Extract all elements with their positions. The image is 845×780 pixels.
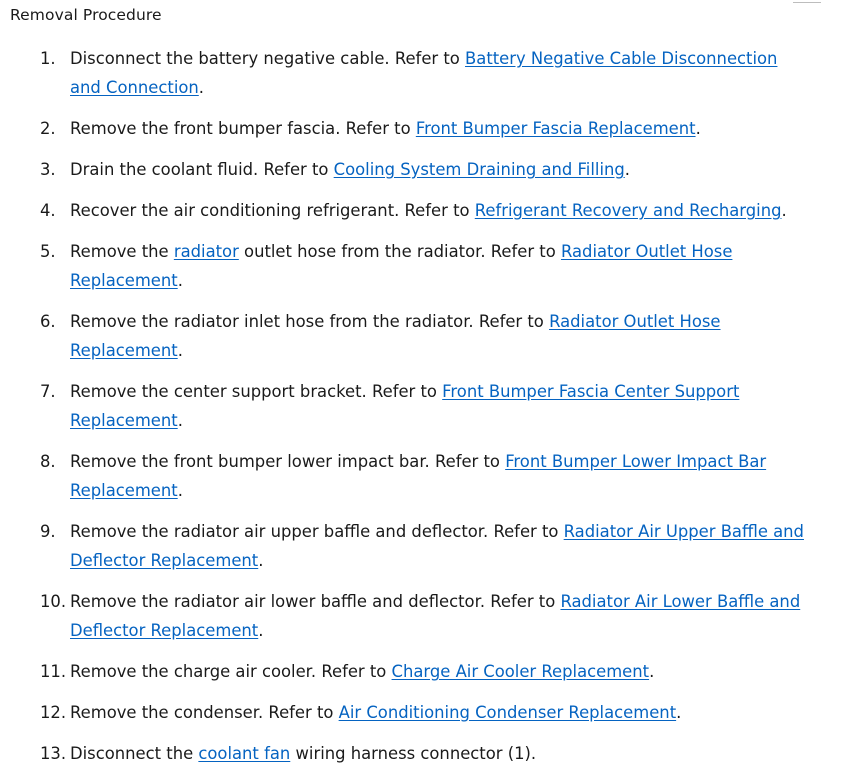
step-text: Remove the radiator outlet hose from the radiator. Refer to Radiator Outlet Hose Replacement. — [70, 242, 733, 290]
step-link[interactable]: Front Bumper Fascia Center Support Replacement — [70, 382, 740, 430]
step-link[interactable]: Air Conditioning Condenser Replacement — [338, 703, 677, 722]
list-item — [0, 307, 845, 365]
step-link[interactable]: Cooling System Draining and Filling — [333, 160, 625, 179]
step-number: 3. — [40, 160, 56, 179]
list-item — [0, 44, 845, 102]
list-item — [0, 698, 845, 727]
divider — [793, 0, 821, 3]
list-item — [0, 587, 845, 645]
step-link[interactable]: Radiator Outlet Hose Replacement — [70, 312, 721, 360]
list-item — [0, 155, 845, 184]
step-number: 9. — [40, 522, 56, 541]
step-number: 4. — [40, 201, 56, 220]
page-title: Removal Procedure — [10, 6, 162, 24]
step-number: 6. — [40, 312, 56, 331]
step-number: 1. — [40, 49, 56, 68]
step-text: Remove the radiator inlet hose from the radiator. Refer to Radiator Outlet Hose Replacement. — [70, 312, 721, 360]
step-link[interactable]: Battery Negative Cable Disconnection and Connection — [70, 49, 778, 97]
removal-steps-list — [0, 44, 845, 780]
step-number: 2. — [40, 119, 56, 138]
step-link[interactable]: Radiator Air Upper Baffle and Deflector Replacement — [70, 522, 804, 570]
step-text: Disconnect the battery negative cable. Refer to Battery Negative Cable Disconnection and Connection. — [70, 49, 778, 97]
list-item — [0, 237, 845, 295]
step-link[interactable]: Radiator Outlet Hose Replacement — [70, 242, 733, 290]
step-text: Remove the radiator air lower baffle and deflector. Refer to Radiator Air Lower Baffle and Deflector Replacement. — [70, 592, 801, 640]
step-link[interactable]: Refrigerant Recovery and Recharging — [474, 201, 782, 220]
step-link[interactable]: Charge Air Cooler Replacement — [391, 662, 650, 681]
step-text: Remove the front bumper fascia. Refer to Front Bumper Fascia Replacement. — [70, 119, 701, 138]
list-item — [0, 657, 845, 686]
list-item — [0, 377, 845, 435]
list-item — [0, 196, 845, 225]
step-text: Remove the charge air cooler. Refer to Charge Air Cooler Replacement. — [70, 662, 655, 681]
list-item — [0, 739, 845, 768]
step-text: Remove the condenser. Refer to Air Conditioning Condenser Replacement. — [70, 703, 682, 722]
step-text: Remove the radiator air upper baffle and deflector. Refer to Radiator Air Upper Baffle and Deflector Replacement. — [70, 522, 804, 570]
step-text: Disconnect the coolant fan wiring harness connector (1). — [70, 744, 537, 763]
radiator-link[interactable]: radiator — [173, 242, 239, 261]
step-number: 13. — [40, 744, 67, 763]
step-text: Remove the center support bracket. Refer to Front Bumper Fascia Center Support Replacement. — [70, 382, 740, 430]
list-item — [0, 517, 845, 575]
list-item — [0, 114, 845, 143]
step-number: 8. — [40, 452, 56, 471]
step-link[interactable]: Radiator Air Lower Baffle and Deflector Replacement — [70, 592, 801, 640]
step-link[interactable]: Front Bumper Lower Impact Bar Replacement — [70, 452, 767, 500]
step-number: 7. — [40, 382, 56, 401]
coolant-fan-link[interactable]: coolant fan — [198, 744, 291, 763]
step-number: 5. — [40, 242, 56, 261]
step-number: 12. — [40, 703, 67, 722]
list-item — [0, 447, 845, 505]
step-text: Recover the air conditioning refrigerant. Refer to Refrigerant Recovery and Recharging. — [70, 201, 787, 220]
step-number: 11. — [40, 662, 67, 681]
step-text: Drain the coolant fluid. Refer to Cooling System Draining and Filling. — [70, 160, 631, 179]
step-number: 10. — [40, 592, 67, 611]
step-text: Remove the front bumper lower impact bar. Refer to Front Bumper Lower Impact Bar Replacement. — [70, 452, 767, 500]
step-link[interactable]: Front Bumper Fascia Replacement — [415, 119, 696, 138]
